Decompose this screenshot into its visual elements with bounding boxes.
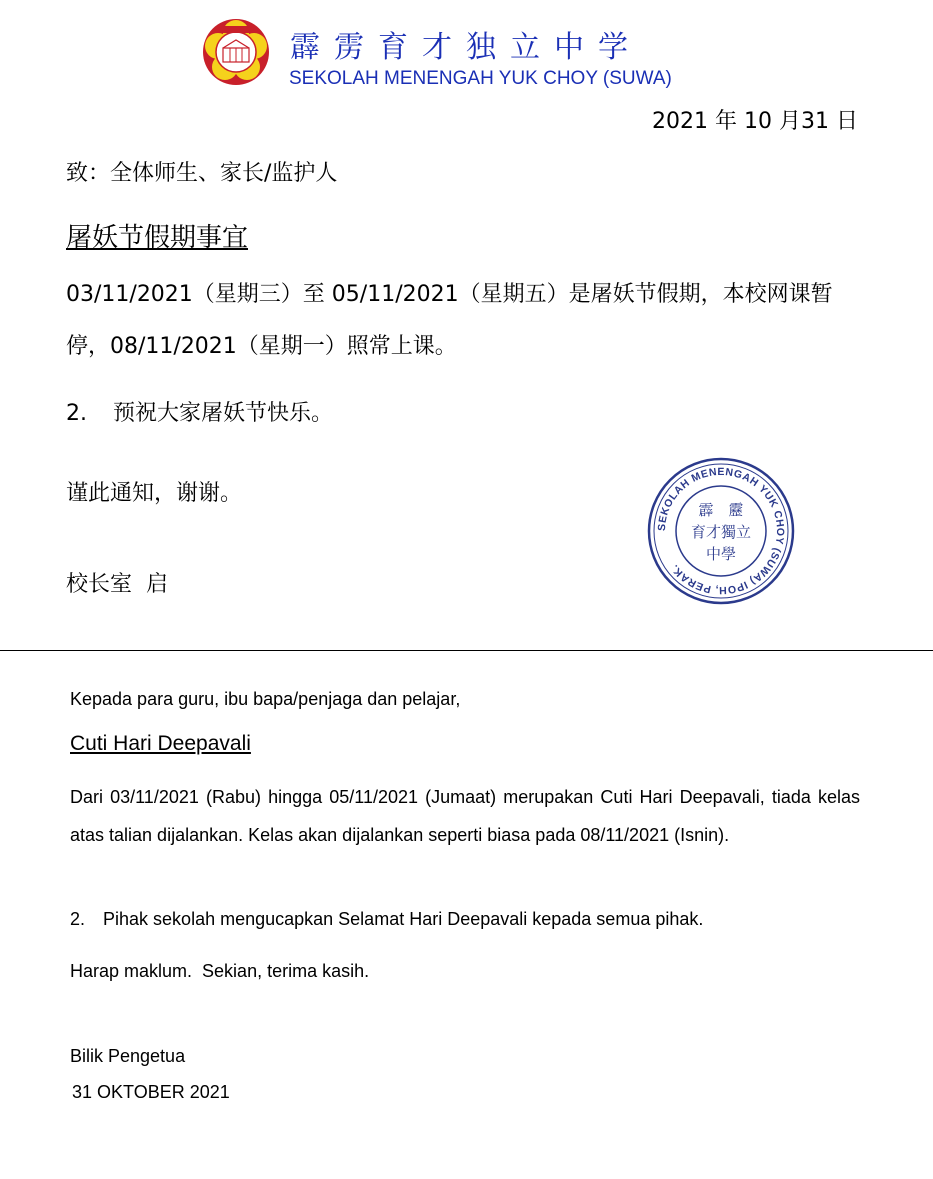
item-number: 2. <box>70 909 86 929</box>
notice-paragraph-malay: Dari 03/11/2021 (Rabu) hingga 05/11/2021 (Jumaat) merupakan Cuti Hari Deepavali, tiada kelas atas talian dijalankan. Kelas akan dijalankan seperti biasa pada 08/11/2021 (Isnin). <box>70 787 860 845</box>
item-text: 预祝大家屠妖节快乐。 <box>113 401 334 426</box>
svg-text:SEKOLAH MENENGAH YUK CHOY (SUW: SEKOLAH MENENGAH YUK CHOY (SUWA) IPOH, PERAK. <box>655 465 787 597</box>
notice-title-malay: Cuti Hari Deepavali <box>70 732 251 755</box>
notice-date-chinese: 2021 年 10 月31 日 <box>652 109 858 134</box>
section-divider <box>0 650 933 651</box>
notice-item-2-malay <box>70 909 703 930</box>
notice-paragraph-chinese: 03/11/2021（星期三）至 05/11/2021（星期五）是屠妖节假期，本校网课暂停，08/11/2021（星期一）照常上课。 <box>66 282 833 359</box>
item-number: 2. <box>66 401 87 426</box>
notice-date-malay: 31 OKTOBER 2021 <box>72 1082 230 1102</box>
school-name-malay: SEKOLAH MENENGAH YUK CHOY (SUWA) <box>289 68 672 89</box>
svg-text:霹 靂: 霹 靂 <box>698 501 744 519</box>
notice-item-2-chinese <box>66 396 333 427</box>
recipient-line-malay: Kepada para guru, ibu bapa/penjaga dan pelajar, <box>70 689 461 709</box>
signoff-malay: Bilik Pengetua <box>70 1046 186 1066</box>
closing-line-chinese: 谨此通知，谢谢。 <box>66 481 243 506</box>
closing-line-malay: Harap maklum. Sekian, terima kasih. <box>70 961 370 981</box>
signoff-chinese: 校长室 启 <box>66 572 168 597</box>
svg-text:中學: 中學 <box>705 545 737 563</box>
recipient-line-chinese: 致：全体师生、家长/监护人 <box>66 161 338 186</box>
official-stamp <box>645 455 797 607</box>
school-name-chinese: 霹雳育才独立中学 <box>290 30 642 65</box>
svg-text:育才獨立: 育才獨立 <box>690 523 752 541</box>
item-text: Pihak sekolah mengucapkan Selamat Hari Deepavali kepada semua pihak. <box>103 909 704 929</box>
school-logo <box>200 16 272 88</box>
notice-title-chinese: 屠妖节假期事宜 <box>66 223 249 253</box>
